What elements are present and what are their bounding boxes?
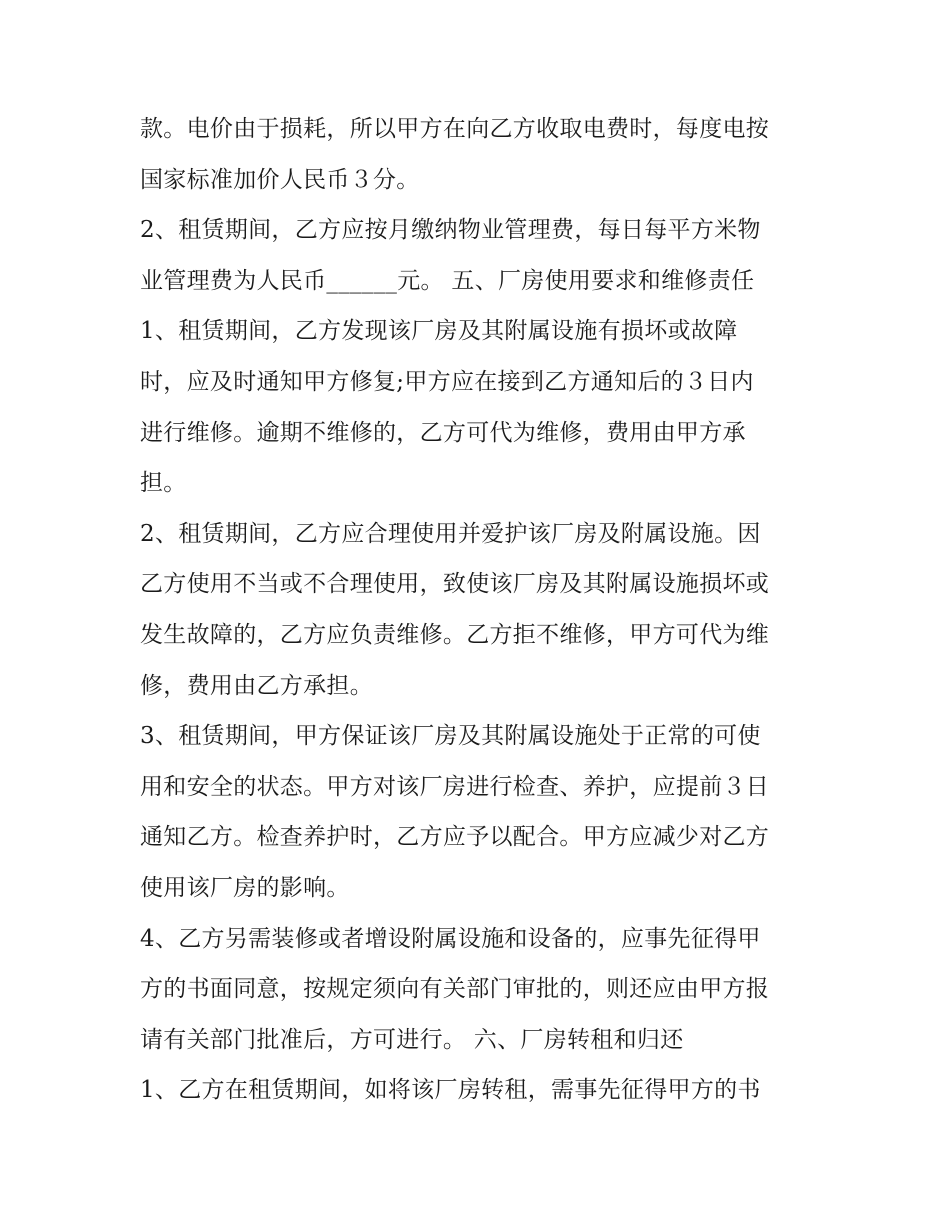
text-line: 修，费用由乙方承担。	[140, 672, 373, 699]
text-line: 1、乙方在租赁期间，如将该厂房转租，需事先征得甲方的书	[140, 1077, 761, 1104]
text-line: 通知乙方。检查养护时，乙方应予以配合。甲方应减少对乙方	[140, 824, 770, 851]
text-line: 2、租赁期间，乙方应按月缴纳物业管理费，每日每平方米物	[140, 217, 761, 244]
text-line: 业管理费为人民币______元。 五、厂房使用要求和维修责任	[140, 267, 755, 294]
text-line: 2、租赁期间，乙方应合理使用并爱护该厂房及附属设施。因	[140, 520, 761, 547]
text-line: 方的书面同意，按规定须向有关部门审批的，则还应由甲方报	[140, 976, 770, 1003]
text-line: 1、租赁期间，乙方发现该厂房及其附属设施有损坏或故障	[140, 318, 738, 345]
text-line: 时，应及时通知甲方修复;甲方应在接到乙方通知后的３日内	[140, 368, 754, 395]
text-line: 国家标准加价人民币３分。	[140, 166, 420, 193]
text-line: 请有关部门批准后，方可进行。 六、厂房转租和归还	[140, 1026, 684, 1053]
text-line: 款。电价由于损耗，所以甲方在向乙方收取电费时，每度电按	[140, 116, 770, 142]
text-line: 发生故障的，乙方应负责维修。乙方拒不维修，甲方可代为维	[140, 621, 770, 648]
text-line: 使用该厂房的影响。	[140, 874, 350, 901]
text-line: 4、乙方另需装修或者增设附属设施和设备的，应事先征得甲	[140, 925, 761, 952]
text-line: 担。	[140, 470, 187, 497]
text-line: 用和安全的状态。甲方对该厂房进行检查、养护，应提前３日	[140, 773, 770, 800]
text-line: 进行维修。逾期不维修的，乙方可代为维修，费用由甲方承	[140, 419, 746, 446]
text-line: 3、租赁期间，甲方保证该厂房及其附属设施处于正常的可使	[140, 723, 761, 750]
contract-text-block	[140, 104, 820, 1116]
text-line: 乙方使用不当或不合理使用，致使该厂房及其附属设施损坏或	[140, 571, 770, 598]
